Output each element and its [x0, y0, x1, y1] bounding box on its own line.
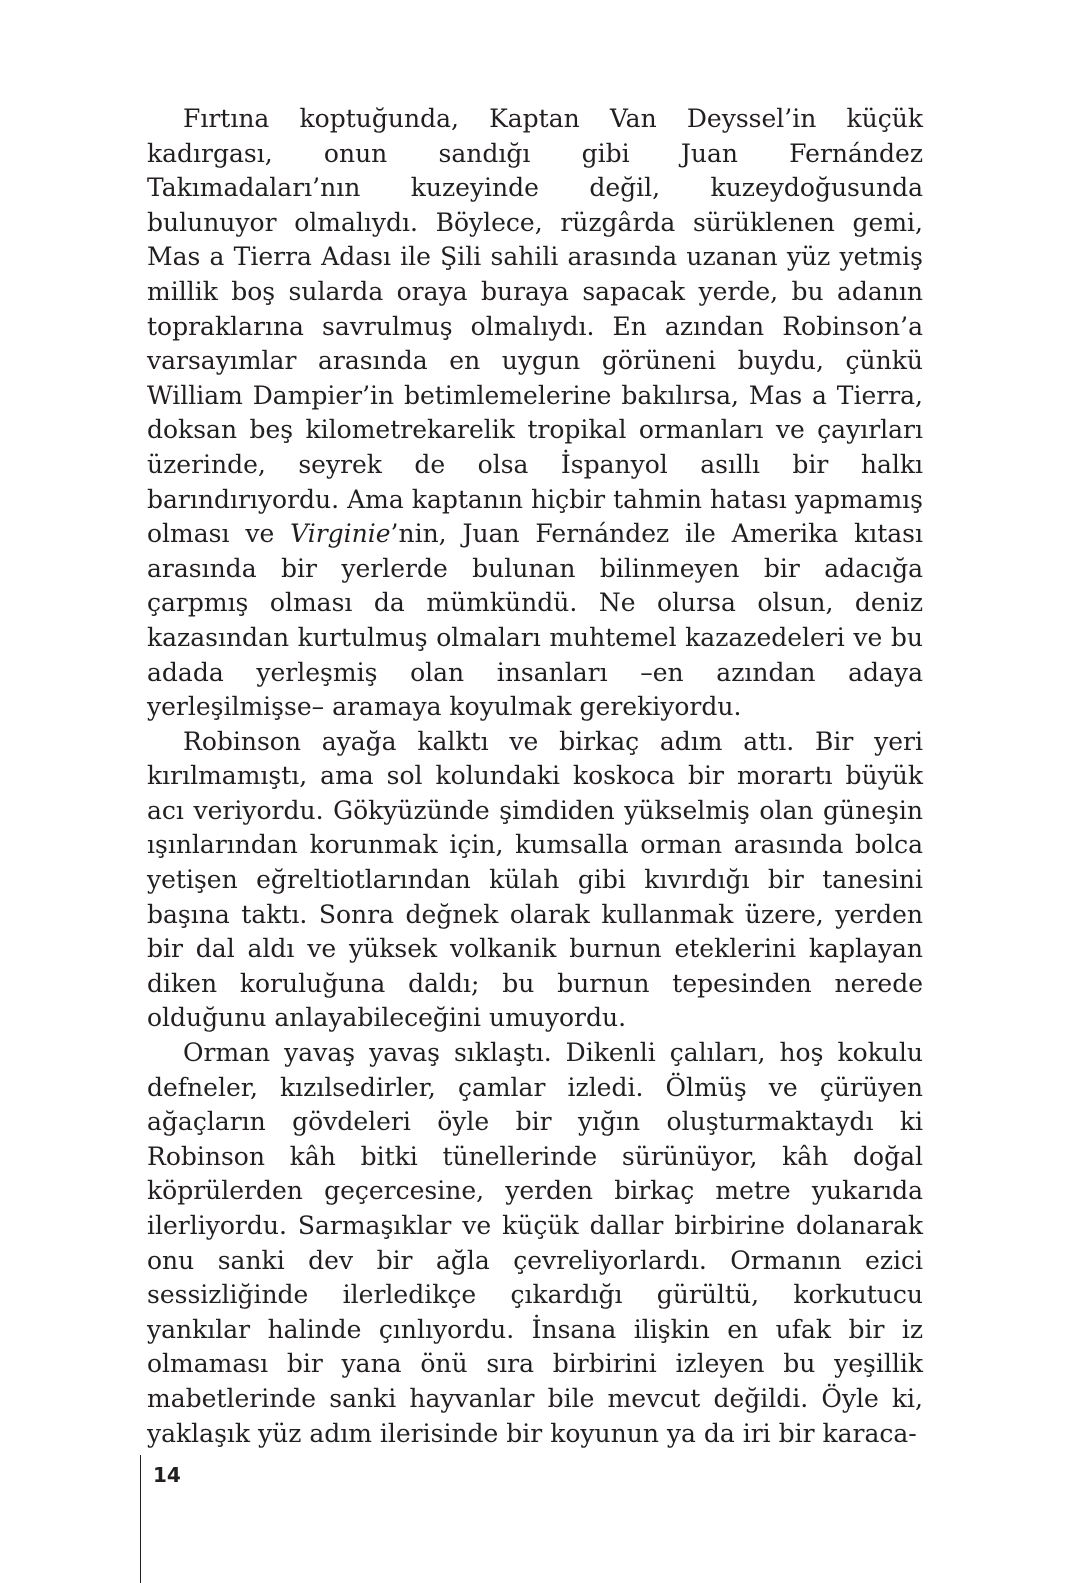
body-text [147, 102, 923, 1451]
paragraph-1 [147, 102, 923, 725]
paragraph-3 [147, 1036, 923, 1451]
footer-vertical-rule [140, 1455, 141, 1583]
paragraph-2-text: Robinson ayağa kalktı ve birkaç adım attı. Bir yeri kırılmamıştı, ama sol kolundaki koskoca bir morartı büyük acı veriyordu. Gökyüzünde şimdiden yükselmiş olan güneşin ışınlarından korunmak için, kumsalla orman arasında bolca yetişen eğreltiotlarından külah gibi kıvırdığı bir tanesini başına taktı. Sonra değnek olarak kullanmak üzere, yerden bir dal aldı ve yüksek volkanik burnun eteklerini kaplayan diken koruluğuna daldı; bu burnun tepesinden nerede olduğunu anlayabileceğini umuyordu. [147, 726, 923, 1033]
paragraph-2 [147, 725, 923, 1036]
paragraph-3-text: Orman yavaş yavaş sıklaştı. Dikenli çalıları, hoş kokulu defneler, kızılsedirler, çamlar izledi. Ölmüş ve çürüyen ağaçların gövdeleri öyle bir yığın oluşturmaktaydı ki Robinson kâh bitki tünellerinde sürünüyor, kâh doğal köprülerden geçercesine, yerden birkaç metre yukarıda ilerliyordu. Sarmaşıklar ve küçük dallar birbirine dolanarak onu sanki dev bir ağla çevreliyorlardı. Ormanın ezici sessizliğinde ilerledikçe çıkardığı gürültü, korkutucu yankılar halinde çınlıyordu. İnsana ilişkin en ufak bir iz olmaması bir yana önü sıra birbirini izleyen bu yeşillik mabetlerinde sanki hayvanlar bile mevcut değildi. Öyle ki, yaklaşık yüz adım ilerisinde bir koyunun ya da iri bir karaca- [147, 1038, 923, 1448]
paragraph-1-text-end: ’nin, Juan Fernández ile Amerika kıtası arasında bir yerlerde bulunan bilinmeyen bir adacığa çarpmış olması da mümkündü. Ne olursa olsun, deniz kazasından kurtulmuş olmaları muhtemel kazazedeleri ve bu adada yerleşmiş olan insanları –en azından adaya yerleşilmişse– aramaya koyulmak gerekiyordu. [147, 519, 923, 722]
page-number: 14 [153, 1463, 181, 1487]
paragraph-1-text-start: Fırtına koptuğunda, Kaptan Van Deyssel’in küçük kadırgası, onun sandığı gibi Juan Fernández Takımadaları’nın kuzeyinde değil, kuzeydoğusunda bulunuyor olmalıydı. Böylece, rüzgârda sürüklenen gemi, Mas a Tierra Adası ile Şili sahili arasında uzanan yüz yetmiş millik boş sularda oraya buraya sapacak yerde, bu adanın topraklarına savrulmuş olmalıydı. En azından Robinson’a varsayımlar arasında en uygun görüneni buydu, çünkü William Dampier’in betimlemelerine bakılırsa, Mas a Tierra, doksan beş kilometrekarelik tropikal ormanları ve çayırları üzerinde, seyrek de olsa İspanyol asıllı bir halkı barındırıyordu. Ama kaptanın hiçbir tahmin hatası yapmamış olması ve [147, 104, 923, 549]
ship-name-italic: Virginie [290, 519, 391, 549]
